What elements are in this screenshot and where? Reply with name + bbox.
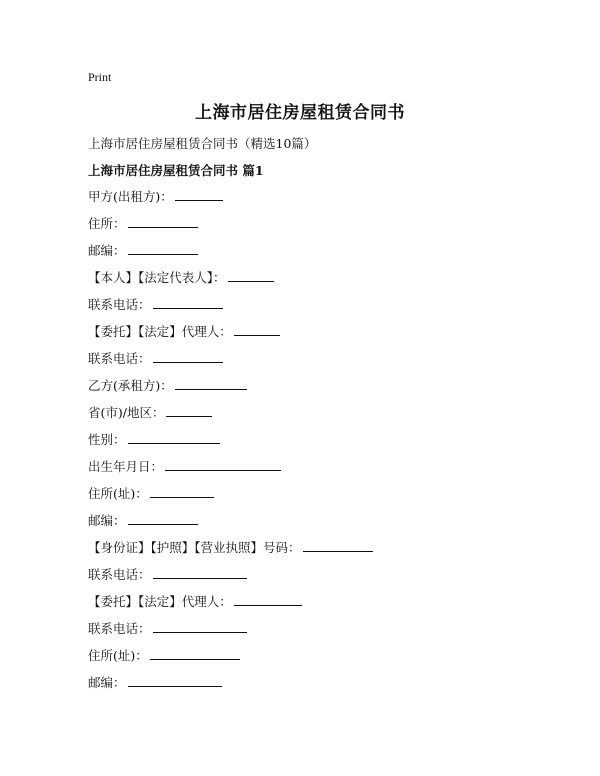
- field-gender: [88, 430, 568, 457]
- field-label: 省(市)/地区：: [88, 405, 165, 420]
- field-label: 联系电话：: [88, 351, 151, 366]
- field-postcode: [88, 511, 568, 538]
- field-party-b: [88, 376, 568, 403]
- field-agent: [88, 322, 568, 349]
- blank-line: [153, 296, 223, 309]
- field-address: [88, 214, 568, 241]
- field-birthdate: [88, 457, 568, 484]
- blank-line: [303, 539, 373, 552]
- field-label: 【委托】【法定】代理人：: [88, 594, 232, 609]
- field-postcode: [88, 673, 568, 700]
- field-postcode: [88, 241, 568, 268]
- field-label: 住所：: [88, 216, 126, 231]
- field-label: 邮编：: [88, 243, 126, 258]
- blank-line: [153, 620, 247, 633]
- field-label: 住所(址)：: [88, 648, 148, 663]
- blank-line: [234, 323, 280, 336]
- field-label: 【身份证】【护照】【营业执照】号码：: [88, 540, 301, 555]
- blank-line: [128, 512, 198, 525]
- field-label: 联系电话：: [88, 567, 151, 582]
- field-label: 联系电话：: [88, 297, 151, 312]
- field-phone: [88, 295, 568, 322]
- field-label: 性别：: [88, 432, 126, 447]
- field-label: 邮编：: [88, 513, 126, 528]
- field-agent: [88, 592, 568, 619]
- field-label: 甲方(出租方)：: [88, 189, 173, 204]
- field-party-a: [88, 187, 568, 214]
- section-heading: 上海市居住房屋租赁合同书 篇1: [88, 163, 264, 178]
- document-subtitle: 上海市居住房屋租赁合同书（精选10篇）: [88, 136, 317, 151]
- field-residence: [88, 646, 568, 673]
- field-phone: [88, 619, 568, 646]
- blank-line: [128, 431, 220, 444]
- field-label: 【委托】【法定】代理人：: [88, 324, 232, 339]
- document-title: 上海市居住房屋租赁合同书: [195, 103, 405, 123]
- field-label: 乙方(承租方)：: [88, 378, 173, 393]
- field-phone: [88, 349, 568, 376]
- blank-line: [228, 269, 274, 282]
- blank-line: [153, 350, 223, 363]
- field-label: 联系电话：: [88, 621, 151, 636]
- print-link[interactable]: Print: [88, 70, 112, 84]
- blank-line: [128, 215, 198, 228]
- blank-line: [153, 566, 247, 579]
- blank-line: [166, 404, 212, 417]
- blank-line: [165, 458, 281, 471]
- field-label: 住所(址)：: [88, 486, 148, 501]
- field-label: 【本人】【法定代表人】：: [88, 270, 226, 285]
- field-legal-rep: [88, 268, 568, 295]
- blank-line: [150, 647, 240, 660]
- field-label: 邮编：: [88, 675, 126, 690]
- field-id-number: [88, 538, 568, 565]
- field-label: 出生年月日：: [88, 459, 164, 474]
- blank-line: [234, 593, 302, 606]
- blank-line: [128, 242, 198, 255]
- field-province: [88, 403, 568, 430]
- blank-line: [175, 377, 247, 390]
- blank-line: [150, 485, 214, 498]
- field-phone: [88, 565, 568, 592]
- field-residence: [88, 484, 568, 511]
- blank-line: [175, 188, 223, 201]
- blank-line: [128, 674, 222, 687]
- form-field-list: [88, 187, 568, 700]
